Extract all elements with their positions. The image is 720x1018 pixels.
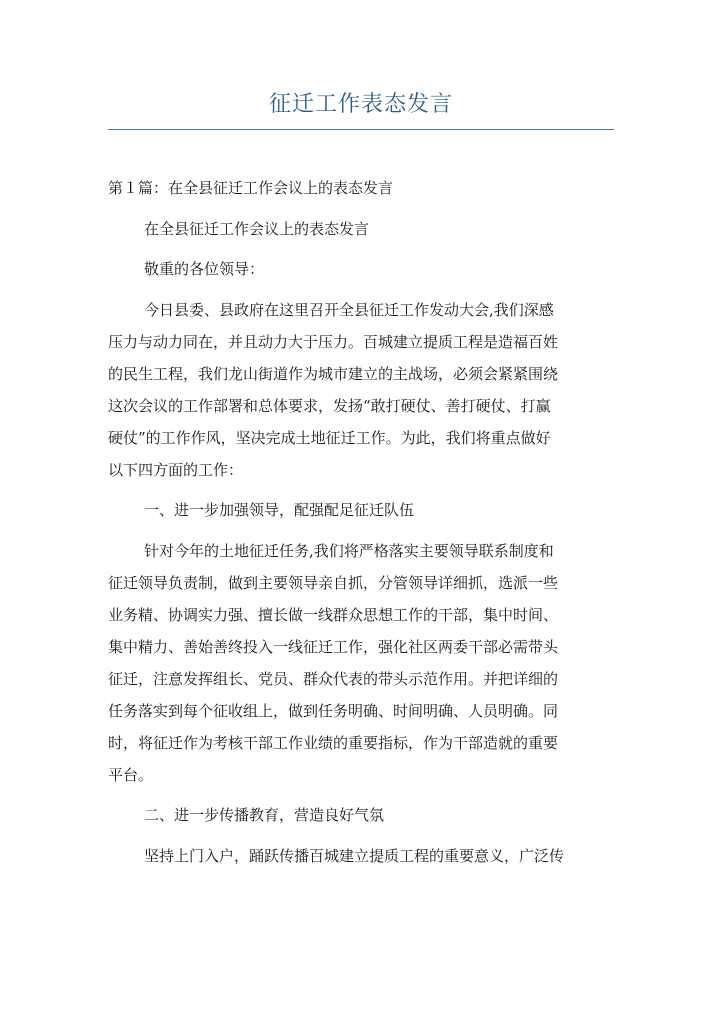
paragraph-line: 集中精力、善始善终投入一线征迁工作，强化社区两委干部必需带头 — [108, 637, 559, 656]
paragraph-line: 针对今年的土地征迁任务,我们将严格落实主要领导联系制度和 — [144, 541, 554, 560]
paragraph-line: 业务精、协调实力强、擅长做一线群众思想工作的干部，集中时间、 — [108, 605, 559, 624]
paragraph-line: 今日县委、县政府在这里召开全县征迁工作发动大会,我们深感 — [144, 300, 554, 319]
paragraph — [108, 294, 614, 486]
paragraph-line: 这次会议的工作部署和总体要求，发扬“敢打硬仗、善打硬仗、打赢 — [108, 396, 551, 415]
salutation: 敬重的各位领导： — [144, 260, 265, 278]
title-underline — [108, 129, 614, 130]
paragraph-line: 一、进一步加强领导，配强配足征迁队伍 — [144, 501, 415, 519]
paragraph-line: 坚持上门入户，踊跃传播百城建立提质工程的重要意义，广泛传 — [144, 846, 565, 865]
paragraph-line: 征迁，注意发挥组长、党员、群众代表的带头示范作用。并把详细的 — [108, 669, 559, 688]
document-body — [108, 172, 614, 872]
document-title: 征迁工作表态发言 — [268, 92, 453, 117]
paragraph-line: 二、进一步传播教育，营造良好气氛 — [144, 806, 385, 824]
paragraph-line: 以下四方面的工作： — [108, 460, 244, 479]
paragraph — [108, 840, 614, 872]
section-subheading — [108, 799, 614, 831]
section-subheading — [108, 494, 614, 526]
subtitle: 在全县征迁工作会议上的表态发言 — [144, 219, 370, 238]
paragraph-line: 硬仗”的工作作风，坚决完成土地征迁工作。为此，我们将重点做好 — [108, 428, 551, 447]
paragraph-line: 任务落实到每个征收组上，做到任务明确、时间明确、人员明确。同 — [108, 701, 559, 720]
section-heading: 第１篇：在全县征迁工作会议上的表态发言 — [108, 179, 394, 197]
paragraph-line: 平台。 — [108, 765, 154, 784]
paragraph-line: 征迁领导负责制，做到主要领导亲自抓，分管领导详细抓，选派一些 — [108, 573, 559, 592]
paragraph — [108, 535, 614, 791]
paragraph-line: 的民生工程，我们龙山街道作为城市建立的主战场，必须会紧紧围绕 — [108, 364, 559, 383]
paragraph-line: 压力与动力同在，并且动力大于压力。百城建立提质工程是造福百姓 — [108, 332, 559, 351]
paragraph-line: 时，将征迁作为考核干部工作业绩的重要指标，作为干部造就的重要 — [108, 733, 559, 752]
